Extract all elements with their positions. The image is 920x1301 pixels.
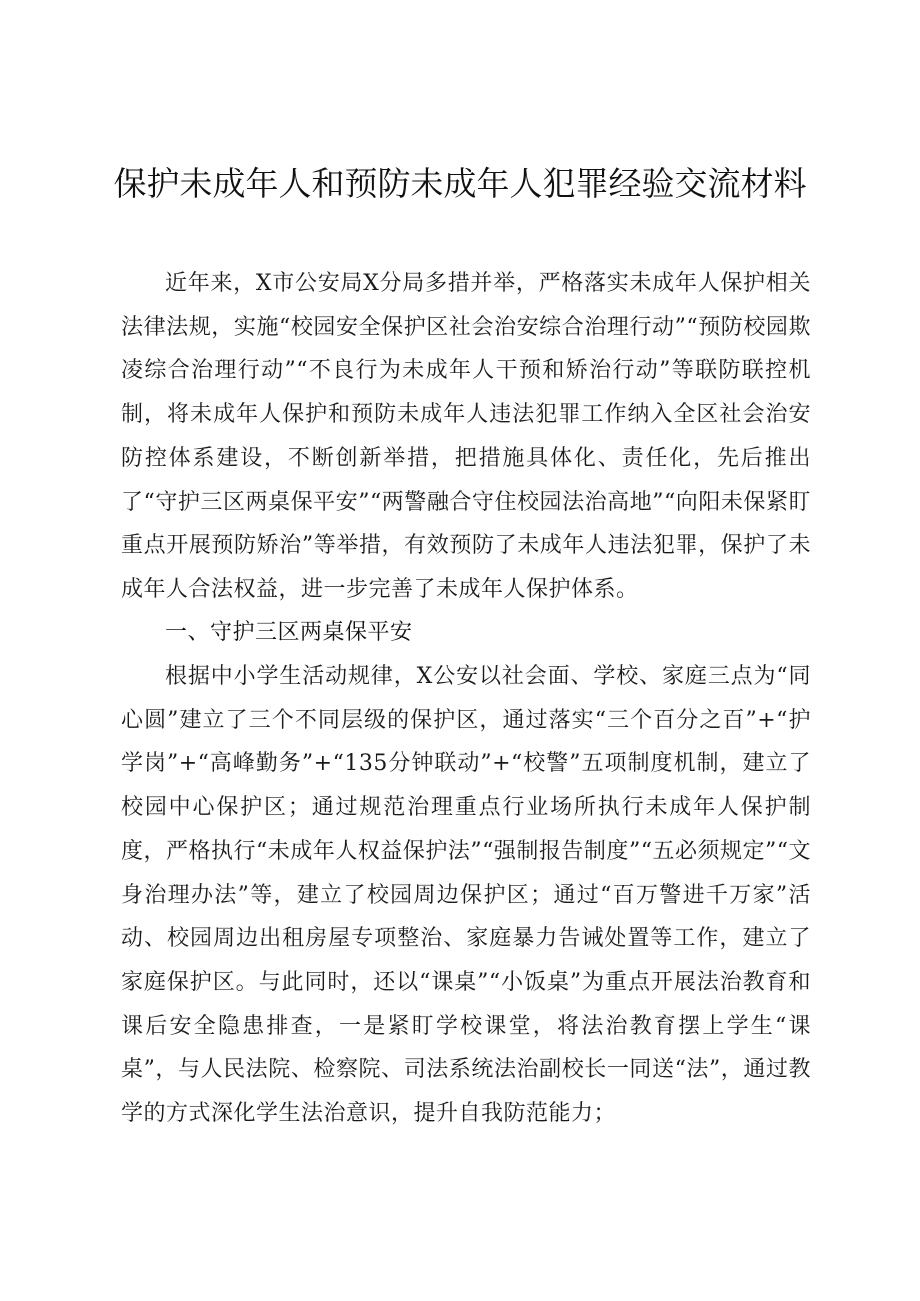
section-heading: 一、守护三区两桌保平安 [165, 620, 413, 645]
document-title: 保护未成年人和预防未成年人犯罪经验交流材料 [113, 164, 807, 203]
section-paragraph: 根据中小学生活动规律，X公安以社会面、学校、家庭三点为“同心圆”建立了三个不同层级的保护区，通过落实“三个百分之百”+“护学岗”+“高峰勤务”+“135分钟联动”+“校警”五项制度机制，建立了校园中心保护区；通过规范治理重点行业场所执行未成年人保护制度，严格执行“未成年人权益保护法”“强制报告制度”“五必须规定”“文身治理办法”等，建立了校园周边保护区；通过“百万警进千万家”活动、校园周边出租房屋专项整治、家庭暴力告诫处置等工作，建立了家庭保护区。与此同时，还以“课桌”“小饭桌”为重点开展法治教育和课后安全隐患排查，一是紧盯学校课堂，将法治教育摆上学生“课桌”，与人民法院、检察院、司法系统法治副校长一同送“法”，通过教学的方式深化学生法治意识，提升自我防范能力； [121, 664, 811, 1127]
intro-paragraph: 近年来，X市公安局X分局多措并举，严格落实未成年人保护相关法律法规，实施“校园安全保护区社会治安综合治理行动”“预防校园欺凌综合治理行动”“不良行为未成年人干预和矫治行动”等联防联控机制，将未成年人保护和预防未成年人违法犯罪工作纳入全区社会治安防控体系建设，不断创新举措，把措施具体化、责任化，先后推出了“守护三区两桌保平安”“两警融合守住校园法治高地”“向阳未保紧盯重点开展预防矫治”等举措，有效预防了未成年人违法犯罪，保护了未成年人合法权益，进一步完善了未成年人保护体系。 [121, 271, 811, 602]
